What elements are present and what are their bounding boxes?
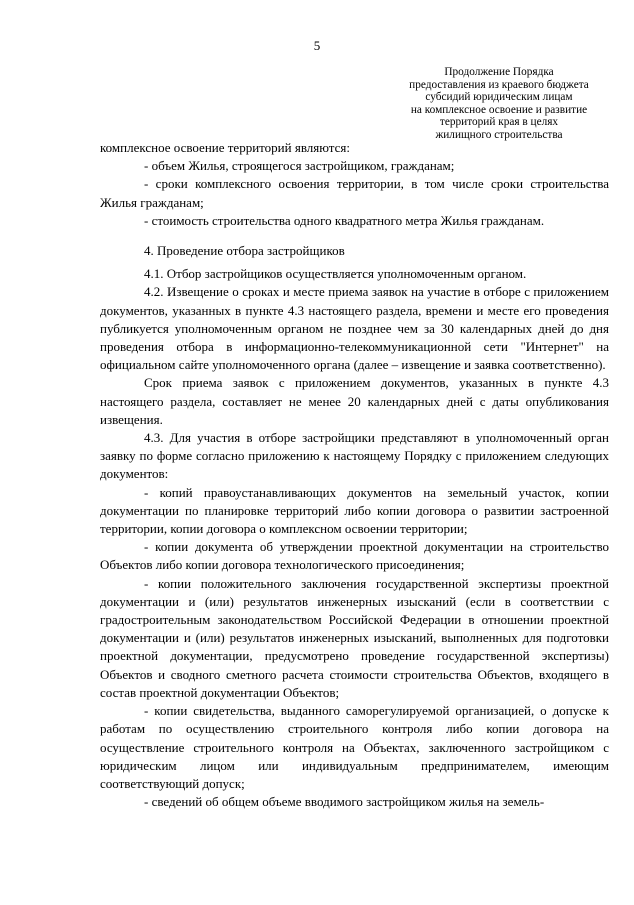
paragraph-4-3: 4.3. Для участия в отборе застройщики представляют в уполномоченный орган заявку по форме согласно приложению к настоящему Порядку с приложением следующих документов: bbox=[100, 430, 609, 482]
intro-line: комплексное освоение территорий являются: bbox=[100, 140, 350, 155]
header-line: субсидий юридическим лицам bbox=[425, 91, 573, 103]
paragraph-4-1: 4.1. Отбор застройщиков осуществляется уполномоченным органом. bbox=[144, 266, 527, 282]
paragraph-term: Срок приема заявок с приложением документов, указанных в пункте 4.3 настоящего раздела, составляет не менее 20 календарных дней с даты опубликования извещения. bbox=[100, 375, 609, 427]
list-item: - стоимость строительства одного квадратного метра Жилья гражданам. bbox=[144, 212, 545, 228]
list-item: - сроки комплексного освоения территории, в том числе сроки строительства Жилья гражданам; bbox=[100, 176, 609, 210]
header-line: на комплексное освоение и развитие bbox=[410, 103, 588, 116]
list-item: - копии положительного заключения государственной экспертизы проектной документации и (или) результатов инженерных изысканий (если в соответствии с градостроительным законодательством Российской Федерации в отношении проектной документации и (или) результатов инженерных изысканий, выполненных для подготовки проектной документации, предусмотрено проведение государственной экспертизы) Объектов и сводного сметного расчета стоимости строительства Объектов, входящего в состав проектной документации Объектов; bbox=[100, 575, 609, 700]
list-item: - копии свидетельства, выданного саморегулируемой организацией, о допуске к работам по осуществлению строительного контроля либо копии договора на осуществление строительного контроля на Объектах, заключенного застройщиком с юридическим лицом или индивидуальным предпринимателем, имеющим соответствующий допуск; bbox=[100, 703, 609, 791]
header-line: предоставления из краевого бюджета bbox=[409, 78, 589, 91]
header-line: жилищного строительства bbox=[435, 128, 563, 141]
list-item: - сведений об общем объеме вводимого застройщиком жилья на земель- bbox=[144, 794, 545, 810]
paragraph-4-2: 4.2. Извещение о сроках и месте приема заявок на участие в отборе с приложением документов, указанных в пункте 4.3 настоящего раздела, времени и месте его проведения публикуется уполномоченным органом не позднее чем за 30 календарных дней до дня проведения отбора в информационно-телекоммуникационной сети "Интернет" на официальном сайте уполномоченного органа (далее – извещение и заявка соответственно). bbox=[100, 284, 609, 373]
header-line: территорий края в целях bbox=[439, 116, 559, 128]
header-line: Продолжение Порядка bbox=[444, 66, 554, 78]
document-body bbox=[100, 139, 609, 811]
list-item: - копий правоустанавливающих документов на земельный участок, копии документации по планировке территорий либо копии договора о развитии застроенной территории, копии договора о комплексном освоении территории; bbox=[100, 484, 609, 537]
list-item: - копии документа об утверждении проектной документации на строительство Объектов либо копии договора технологического присоединения; bbox=[100, 539, 609, 573]
document-header bbox=[386, 66, 612, 141]
page-number: 5 bbox=[313, 38, 321, 53]
list-item: - объем Жилья, строящегося застройщиком, гражданам; bbox=[144, 158, 455, 174]
section-title: 4. Проведение отбора застройщиков bbox=[144, 243, 345, 259]
